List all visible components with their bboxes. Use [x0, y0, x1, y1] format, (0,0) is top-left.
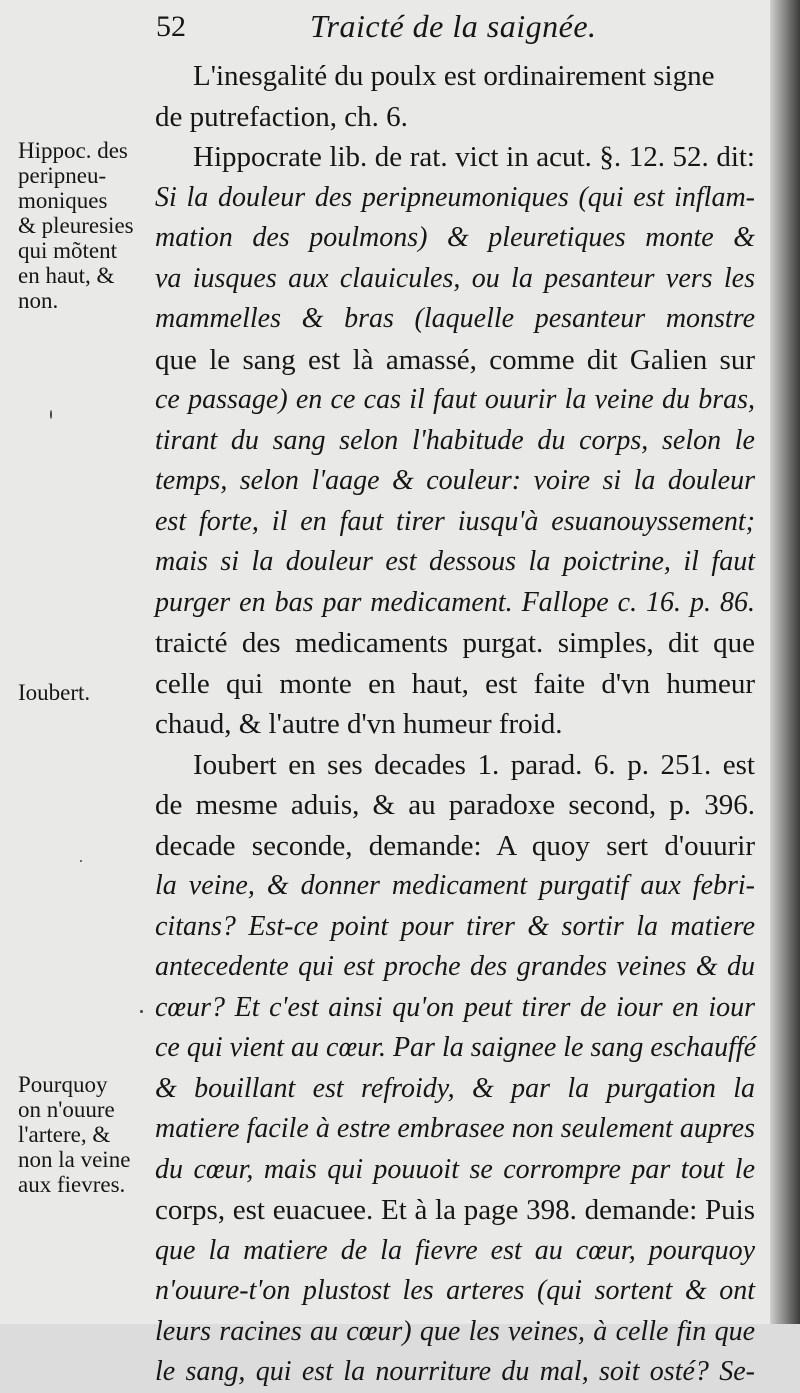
text-line: de putrefaction, ch. 6.	[155, 100, 408, 133]
page-header	[150, 8, 760, 48]
book-gutter-shadow	[770, 0, 800, 1324]
text-line: decade seconde, demande: A quoy sert d'ouurir	[155, 829, 755, 862]
running-title: Traicté de la saignée.	[310, 8, 597, 44]
text-line: n'ouure-t'on plustost les arteres (qui sortent & ont	[155, 1275, 755, 1306]
text-line: chaud, & l'autre d'vn humeur froid.	[155, 708, 563, 740]
text-line: traicté des medicaments purgat. simples, dit que	[155, 627, 755, 659]
text-line: que la matiere de la fievre est au cœur, pourquoy	[155, 1234, 755, 1266]
text-line: du cœur, mais qui pouuoit se corrompre par tout le	[155, 1153, 755, 1185]
text-line: ce qui vient au cœur. Par la saignee le sang eschauffé	[155, 1032, 757, 1063]
body-text	[155, 56, 755, 1393]
text-line: antecedente qui est proche des grandes veines & du	[155, 951, 755, 982]
ink-speck	[140, 1010, 143, 1013]
text-line: mais si la douleur est dessous la poictrine, il faut	[155, 546, 755, 577]
text-line: Hippocrate lib. de rat. vict in acut. §. 12. 52. dit:	[193, 141, 755, 173]
margin-note-line: Hippoc. des	[18, 138, 128, 163]
margin-note-line: Ioubert.	[18, 680, 91, 705]
margin-note-hippocrates	[18, 138, 146, 313]
text-line: matiere facile à estre embrasee non seulement aupres	[155, 1113, 755, 1144]
text-line: mammelles & bras (laquelle pesanteur monstre	[155, 303, 755, 334]
text-line: la veine, & donner medicament purgatif aux febri-	[155, 870, 755, 901]
margin-note-line: en haut, &	[18, 263, 115, 288]
margin-note-line: moniques	[18, 188, 108, 213]
page-number: 52	[156, 10, 186, 43]
text-line: est forte, il en faut tirer iusqu'à esuanouyssement;	[155, 505, 755, 537]
text-line: citans? Est-ce point pour tirer & sortir la matiere	[155, 910, 755, 942]
margin-note-line: Pourquoy	[18, 1072, 108, 1097]
text-line: de mesme aduis, & au paradoxe second, p. 396.	[155, 789, 755, 821]
margin-note-line: on n'ouure	[18, 1097, 115, 1122]
text-line: corps, est euacuee. Et à la page 398. demande: Puis	[155, 1194, 755, 1226]
text-line: leurs racines au cœur) que les veines, à celle fin que	[155, 1315, 755, 1347]
text-line: & bouillant est refroidy, & par la purgation la	[155, 1072, 755, 1104]
ink-speck	[50, 410, 52, 419]
text-line: ce passage) en ce cas il faut ouurir la veine du bras,	[155, 384, 755, 415]
margin-note-line: peripneu-	[18, 163, 107, 188]
text-line: mation des poulmons) & pleuretiques monte &	[155, 222, 755, 253]
margin-note-line: l'artere, &	[18, 1122, 111, 1147]
text-line: que le sang est là amassé, comme dit Galien sur	[155, 343, 755, 376]
margin-note-line: qui mõtent	[18, 238, 118, 263]
text-line: purger en bas par medicament. Fallope c. 16. p. 86.	[155, 586, 755, 618]
ink-speck	[80, 860, 82, 862]
text-line: tirant du sang selon l'habitude du corps, selon le	[155, 424, 755, 456]
margin-note-line: non la veine	[18, 1147, 131, 1172]
text-line: celle qui monte en haut, est faite d'vn humeur	[155, 667, 755, 700]
text-line: L'inesgalité du poulx est ordinairement signe	[193, 60, 715, 92]
text-line: va iusques aux clauicules, ou la pesanteur vers les	[155, 262, 755, 294]
text-line: temps, selon l'aage & couleur: voire si la douleur	[155, 465, 755, 496]
margin-note-line: aux fievres.	[18, 1172, 126, 1197]
margin-note-ioubert	[18, 680, 146, 705]
text-line: Ioubert en ses decades 1. parad. 6. p. 251. est	[193, 748, 755, 781]
text-line: le sang, qui est la nourriture du mal, soit osté? Se-	[155, 1356, 755, 1387]
text-line: cœur? Et c'est ainsi qu'on peut tirer de iour en iour	[155, 991, 755, 1023]
text-line: Si la douleur des peripneumoniques (qui est inflam-	[155, 181, 755, 213]
margin-note-line: & pleuresies	[18, 213, 134, 238]
margin-note-line: non.	[18, 288, 59, 313]
margin-note-pourquoy	[18, 1072, 146, 1197]
